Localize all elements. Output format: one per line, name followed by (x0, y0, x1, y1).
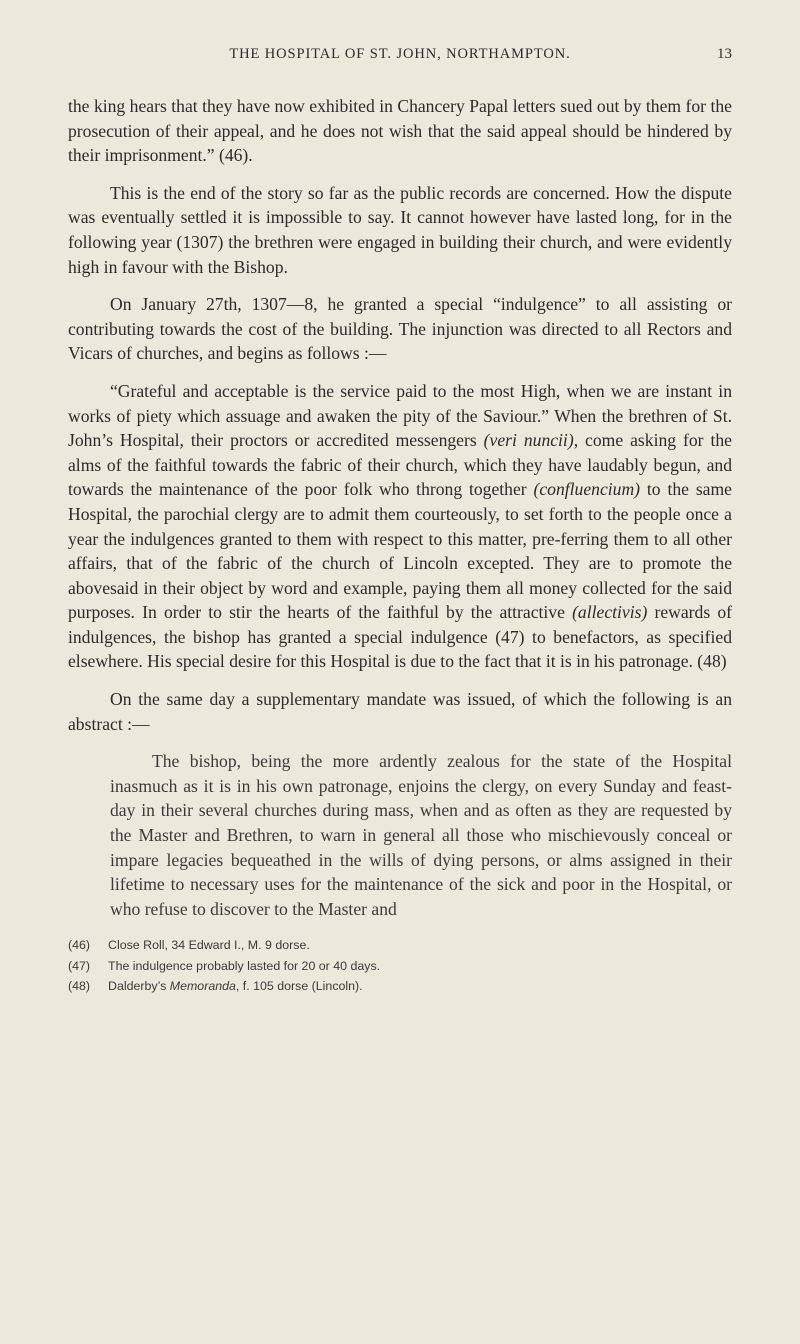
footnotes (68, 935, 732, 997)
footnote-italic-title: Memoranda (169, 979, 236, 994)
latin-term-confluencium: (confluencium) (533, 479, 641, 500)
footnote-text-pre: Dalderby’s (108, 979, 170, 994)
paragraph-5: On the same day a supplementary mandate was issued, of which the following is an abstract :— (68, 689, 732, 734)
paragraph-6-abstract: The bishop, being the more ardently zealous for the state of the Hospital inasmuch as it is in his own patronage, enjoins the clergy, on every Sunday and feast-day in their several churches during mass, when and as often as they are requested by the Master and Brethren, to warn in general all those who mischievously conceal or impare legacies bequeathed in the wills of dying persons, or alms assigned in their lifetime to necessary uses for the maintenance of the sick and poor in the Hospital, or who refuse to discover to the Master and (110, 751, 732, 919)
body-text (68, 94, 732, 921)
paragraph-4-part-a: “Grateful and acceptable is the service paid to the most High, when we are instant in works of piety which assuage and awaken the pity of the Saviour.” When the brethren of St. John’s Hospital, their proctors or accredited messengers (68, 380, 732, 451)
paragraph-3: On January 27th, 1307—8, he granted a special “indulgence” to all assisting or contributing towards the cost of the building. The injunction was directed to all Rectors and Vicars of churches, and begins as follows :— (68, 294, 732, 364)
paragraph-4-part-b: , come asking for the alms of the faithful towards the fabric of their church, which they have laudably begun, and towards the maintenance of the poor folk who throng together (68, 430, 732, 500)
footnote-text: The indulgence probably lasted for 20 or 40 days. (108, 958, 381, 973)
footnote (68, 956, 732, 977)
footnote-text (108, 976, 363, 997)
paragraph-4-part-c: to the same Hospital, the parochial clergy are to admit them courteously, to set forth to the people once a year the indulgences granted to them with respect to this matter, pre-ferring them to all other affairs, that of the fabric of the church of Lincoln excepted. They are to promote the abovesaid in their object by word and example, paying them all money collected for the said purposes. In order to stir the hearts of the faithful by the attractive (68, 479, 732, 623)
paragraph-1: the king hears that they have now exhibited in Chancery Papal letters sued out by them for the prosecution of their appeal, and he does not wish that the said appeal should be hindered by their imprisonment.” (46). (68, 96, 732, 166)
footnote (68, 976, 732, 997)
paragraph-4-part-d: rewards of indulgences, the bishop has granted a special indulgence (47) to benefactors, as specified elsewhere. His special desire for this Hospital is due to the fact that it is in his patronage. (48) (68, 602, 732, 672)
footnote (68, 935, 732, 956)
paragraph-2: This is the end of the story so far as the public records are concerned. How the dispute was eventually settled it is impossible to say. It cannot however have lasted long, for in the following year (1307) the brethren were engaged in building their church, and were evidently high in favour with the Bishop. (68, 182, 732, 277)
running-head (68, 46, 732, 70)
footnote-number: (48) (68, 979, 91, 994)
latin-term-allectivis: (allectivis) (572, 602, 648, 623)
footnote-number: (46) (68, 938, 91, 953)
paragraph-4-injunction (68, 379, 732, 674)
footnote-number: (47) (68, 958, 91, 973)
running-title: THE HOSPITAL OF ST. JOHN, NORTHAMPTON. (229, 46, 571, 62)
footnote-text: Close Roll, 34 Edward I., M. 9 dorse. (108, 938, 310, 953)
footnote-text-post: , f. 105 dorse (Lincoln). (235, 979, 363, 994)
page-number: 13 (717, 46, 732, 62)
latin-term-veri-nuncii: (veri nuncii) (483, 430, 574, 451)
